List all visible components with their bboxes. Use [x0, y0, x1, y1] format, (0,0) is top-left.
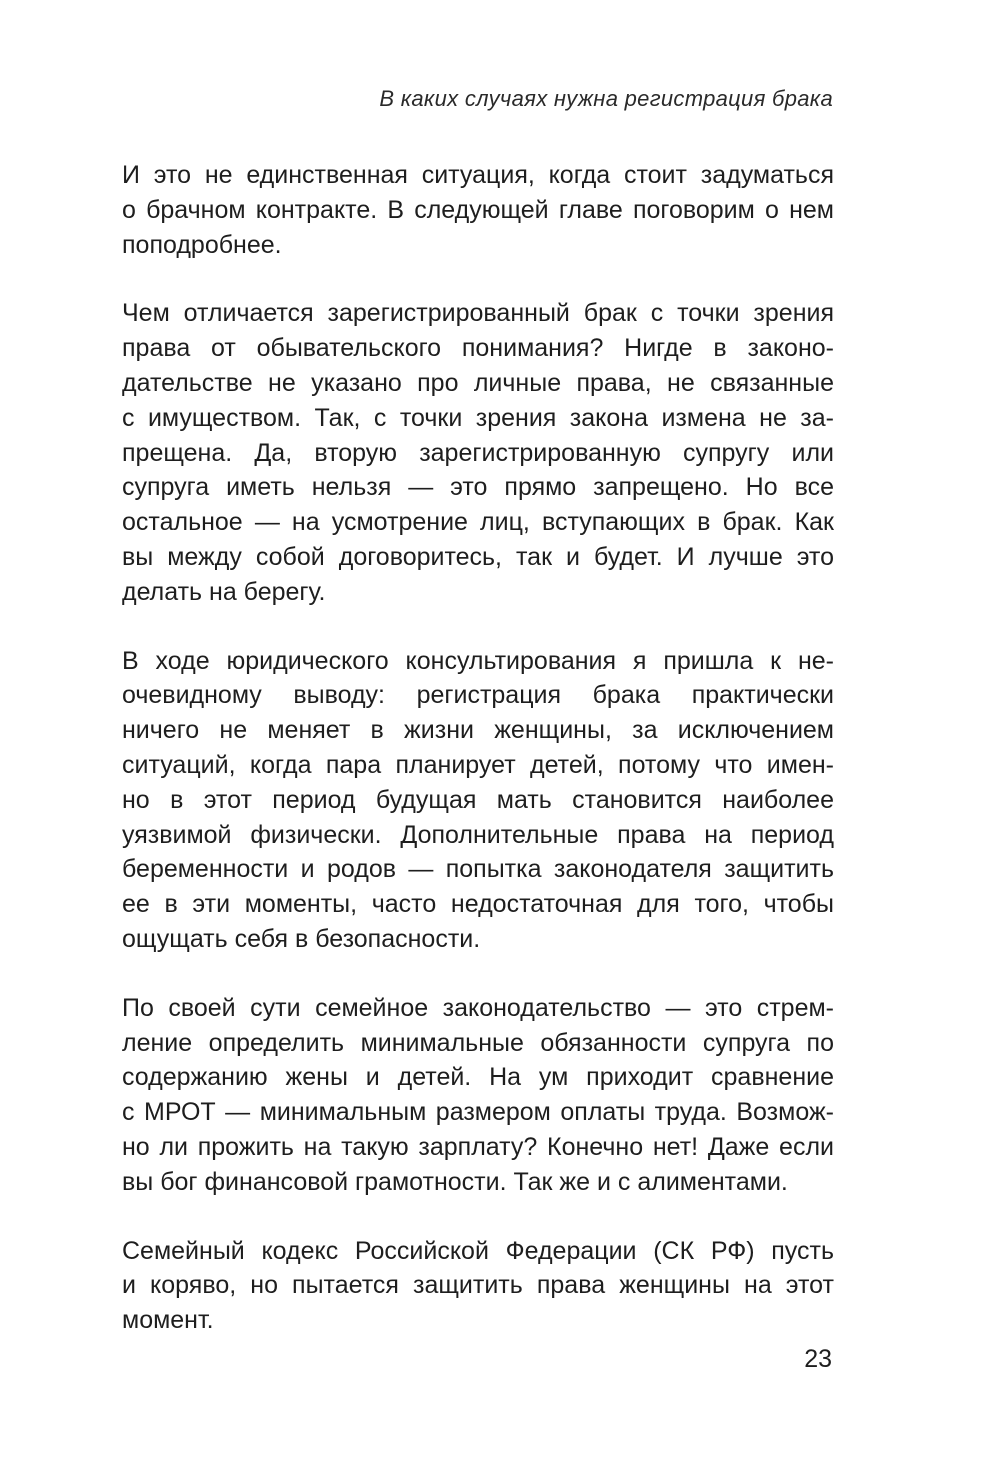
text-line: Семейный кодекс Российской Федерации (СК РФ) пусть: [122, 1236, 834, 1265]
text-line: дательстве не указано про личные права, не связанные: [122, 368, 834, 397]
paragraph: [122, 991, 834, 1200]
text-line: момент.: [122, 1306, 214, 1335]
paragraph: [122, 1234, 834, 1338]
text-line: но в этот период будущая мать становится наиболее: [122, 785, 834, 814]
text-line: и коряво, но пытается защитить права женщины на этот: [122, 1271, 834, 1300]
text-line: ее в эти моменты, часто недостаточная для того, чтобы: [122, 890, 834, 919]
text-line: ление определить минимальные обязанности супруга по: [122, 1028, 834, 1057]
text-line: с имуществом. Так, с точки зрения закона измена не за-: [122, 403, 834, 432]
text-line: В ходе юридического консультирования я пришла к не-: [122, 646, 834, 675]
text-line: По своей сути семейное законодательство — это стрем-: [122, 993, 834, 1022]
text-line: о брачном контракте. В следующей главе поговорим о нем: [122, 195, 834, 224]
text-line: но ли прожить на такую зарплату? Конечно нет! Даже если: [122, 1132, 834, 1161]
text-line: супруга иметь нельзя — это прямо запрещено. Но все: [122, 473, 834, 502]
paragraph: [122, 644, 834, 957]
text-line: вы бог финансовой грамотности. Так же и с алиментами.: [122, 1167, 788, 1196]
body-text: [122, 158, 834, 1372]
text-line: ситуаций, когда пара планирует детей, потому что имен-: [122, 750, 834, 779]
text-line: И это не единственная ситуация, когда стоит задуматься: [122, 161, 834, 189]
text-line: вы между собой договоритесь, так и будет. И лучше это: [122, 542, 834, 571]
text-line: с МРОТ — минимальным размером оплаты труда. Возмож-: [122, 1098, 834, 1127]
running-header: В каких случаях нужна регистрация брака: [379, 86, 833, 111]
paragraph: [122, 158, 834, 262]
text-line: права от обывательского понимания? Нигде в законо-: [122, 334, 834, 363]
text-line: уязвимой физически. Дополнительные права на период: [122, 820, 834, 849]
text-line: ничего не меняет в жизни женщины, за исключением: [122, 716, 834, 745]
text-line: содержанию жены и детей. На ум приходит сравнение: [122, 1063, 834, 1092]
text-line: поподробнее.: [122, 230, 282, 259]
text-line: прещена. Да, вторую зарегистрированную супругу или: [122, 438, 834, 467]
text-line: ощущать себя в безопасности.: [122, 924, 481, 953]
text-line: остальное — на усмотрение лиц, вступающих в брак. Как: [122, 508, 834, 537]
text-line: делать на берегу.: [122, 577, 326, 606]
page-number: 23: [804, 1345, 832, 1373]
text-line: Чем отличается зарегистрированный брак с точки зрения: [122, 299, 834, 328]
text-line: очевидному выводу: регистрация брака практически: [122, 681, 834, 710]
paragraph: [122, 296, 834, 609]
text-line: беременности и родов — попытка законодателя защитить: [122, 855, 834, 884]
